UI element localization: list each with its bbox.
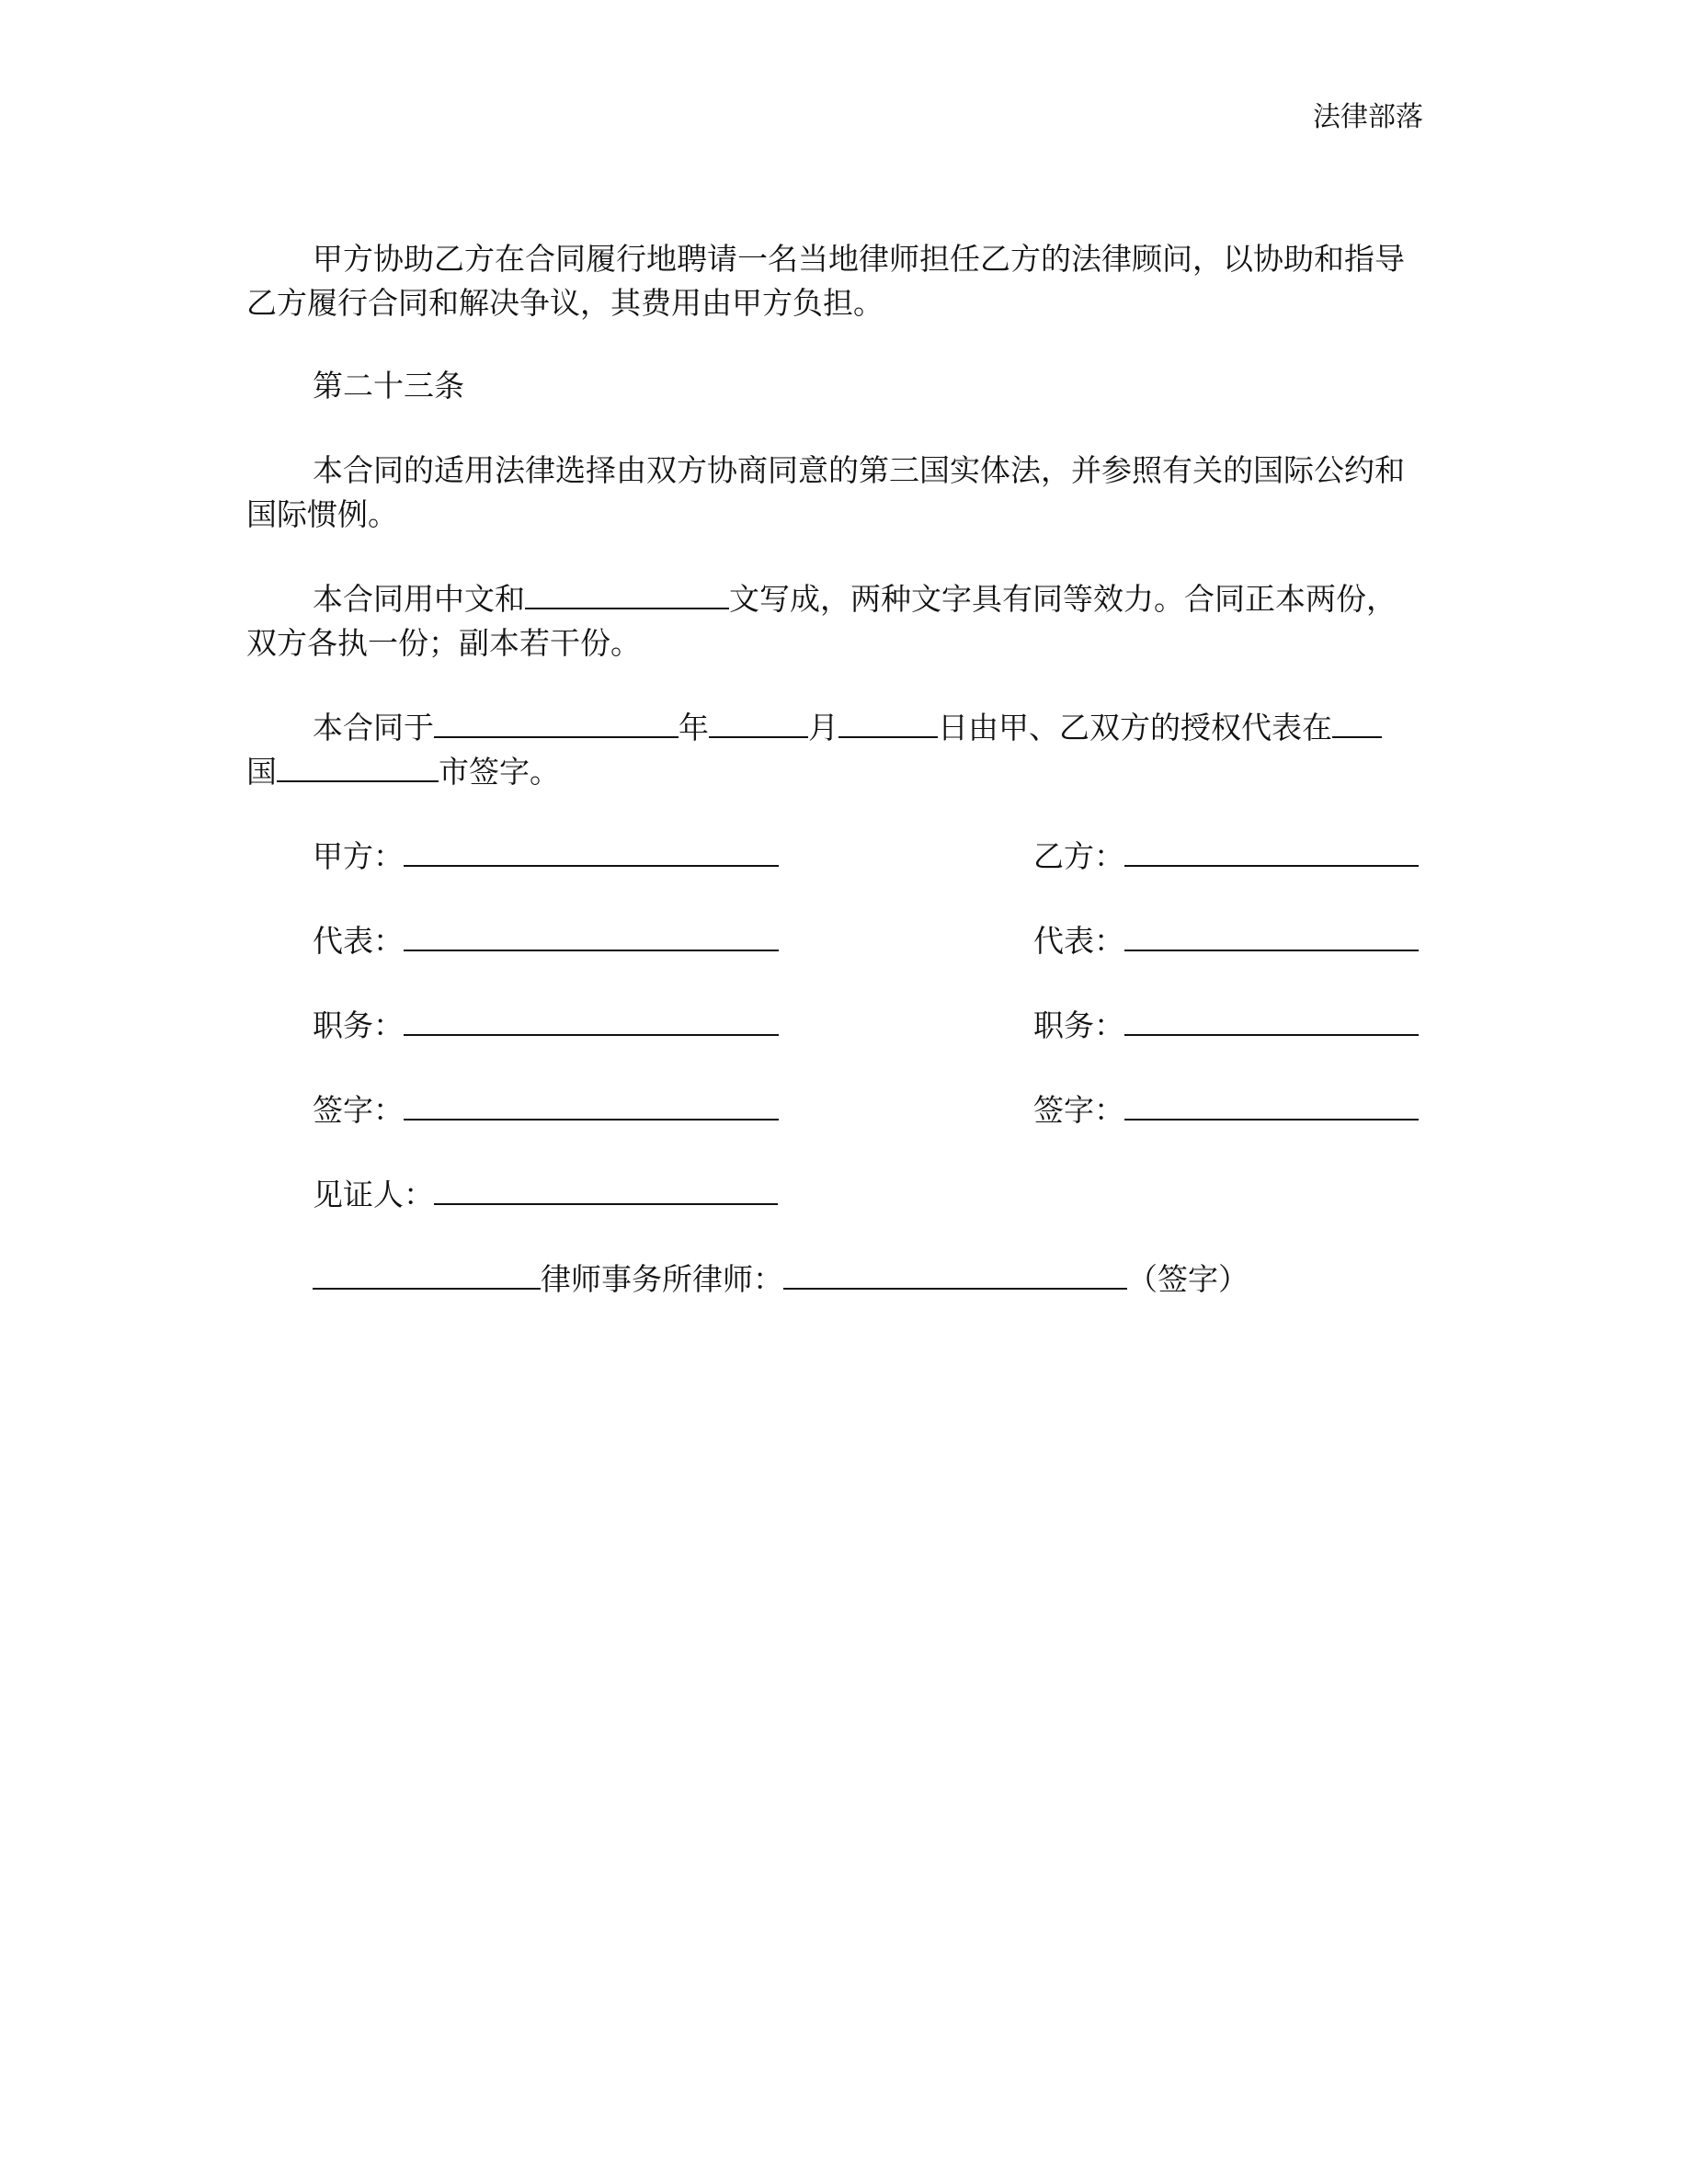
party-a-blank[interactable] — [404, 837, 779, 867]
law-firm-label: 律师事务所律师： — [541, 1261, 783, 1297]
date-prefix: 本合同于 — [313, 710, 434, 745]
date-clause-line1 — [313, 708, 1382, 748]
year-label: 年 — [679, 710, 709, 745]
party-a-sign-field — [313, 1090, 779, 1131]
party-a-field — [313, 836, 779, 877]
witness-blank[interactable] — [434, 1176, 778, 1205]
date-clause-suffix: 日由甲、乙双方的授权代表在 — [938, 710, 1332, 745]
party-a-sign-blank[interactable] — [404, 1091, 779, 1120]
language-clause-line2: 双方各执一份；副本若干份。 — [246, 625, 641, 661]
party-b-blank[interactable] — [1124, 837, 1419, 867]
month-label: 月 — [808, 710, 838, 745]
city-label: 市签字。 — [439, 754, 560, 790]
party-b-sign-field — [1033, 1090, 1419, 1131]
party-b-field — [1033, 836, 1419, 877]
party-a-rep-blank[interactable] — [404, 922, 779, 951]
lawyer-blank[interactable] — [783, 1260, 1127, 1290]
article-heading: 第二十三条 — [313, 368, 464, 404]
party-b-sign-label: 签字： — [1033, 1092, 1124, 1128]
party-b-rep-label: 代表： — [1033, 923, 1124, 959]
witness-field — [313, 1175, 778, 1215]
lawyer-sign-note: （签字） — [1127, 1261, 1249, 1297]
lawyer-line — [313, 1259, 1249, 1300]
year-blank[interactable] — [434, 709, 679, 738]
paragraph-applicable-law: 本合同的适用法律选择由双方协商同意的第三国实体法，并参照有关的国际公约和国际惯例。 — [246, 452, 1405, 532]
party-a-title-field — [313, 1006, 779, 1046]
paragraph-legal-counsel: 甲方协助乙方在合同履行地聘请一名当地律师担任乙方的法律顾问，以协助和指导乙方履行合同和解决争议，其费用由甲方负担。 — [246, 241, 1405, 321]
language-clause-prefix: 本合同用中文和 — [313, 581, 525, 617]
party-a-rep-label: 代表： — [313, 923, 404, 959]
country-label: 国 — [246, 754, 277, 790]
party-a-label: 甲方： — [313, 838, 404, 874]
language-clause-line1 — [313, 579, 1397, 620]
party-a-title-label: 职务： — [313, 1007, 404, 1043]
law-firm-blank[interactable] — [313, 1260, 541, 1290]
witness-label: 见证人： — [313, 1177, 434, 1212]
party-a-rep-field — [313, 921, 779, 961]
party-a-sign-label: 签字： — [313, 1092, 404, 1128]
party-a-title-blank[interactable] — [404, 1007, 779, 1036]
party-b-title-label: 职务： — [1033, 1007, 1124, 1043]
party-b-title-field — [1033, 1006, 1419, 1046]
country-blank[interactable] — [1332, 709, 1382, 738]
party-b-title-blank[interactable] — [1124, 1007, 1419, 1036]
city-blank[interactable] — [277, 753, 439, 782]
language-clause-suffix: 文写成，两种文字具有同等效力。合同正本两份， — [729, 581, 1397, 617]
header-brand: 法律部落 — [1313, 101, 1423, 133]
date-clause-line2 — [246, 752, 560, 792]
party-b-rep-field — [1033, 921, 1419, 961]
month-blank[interactable] — [709, 709, 808, 738]
language-blank[interactable] — [525, 580, 729, 609]
party-b-rep-blank[interactable] — [1124, 922, 1419, 951]
day-blank[interactable] — [838, 709, 938, 738]
party-b-sign-blank[interactable] — [1124, 1091, 1419, 1120]
party-b-label: 乙方： — [1033, 838, 1124, 874]
